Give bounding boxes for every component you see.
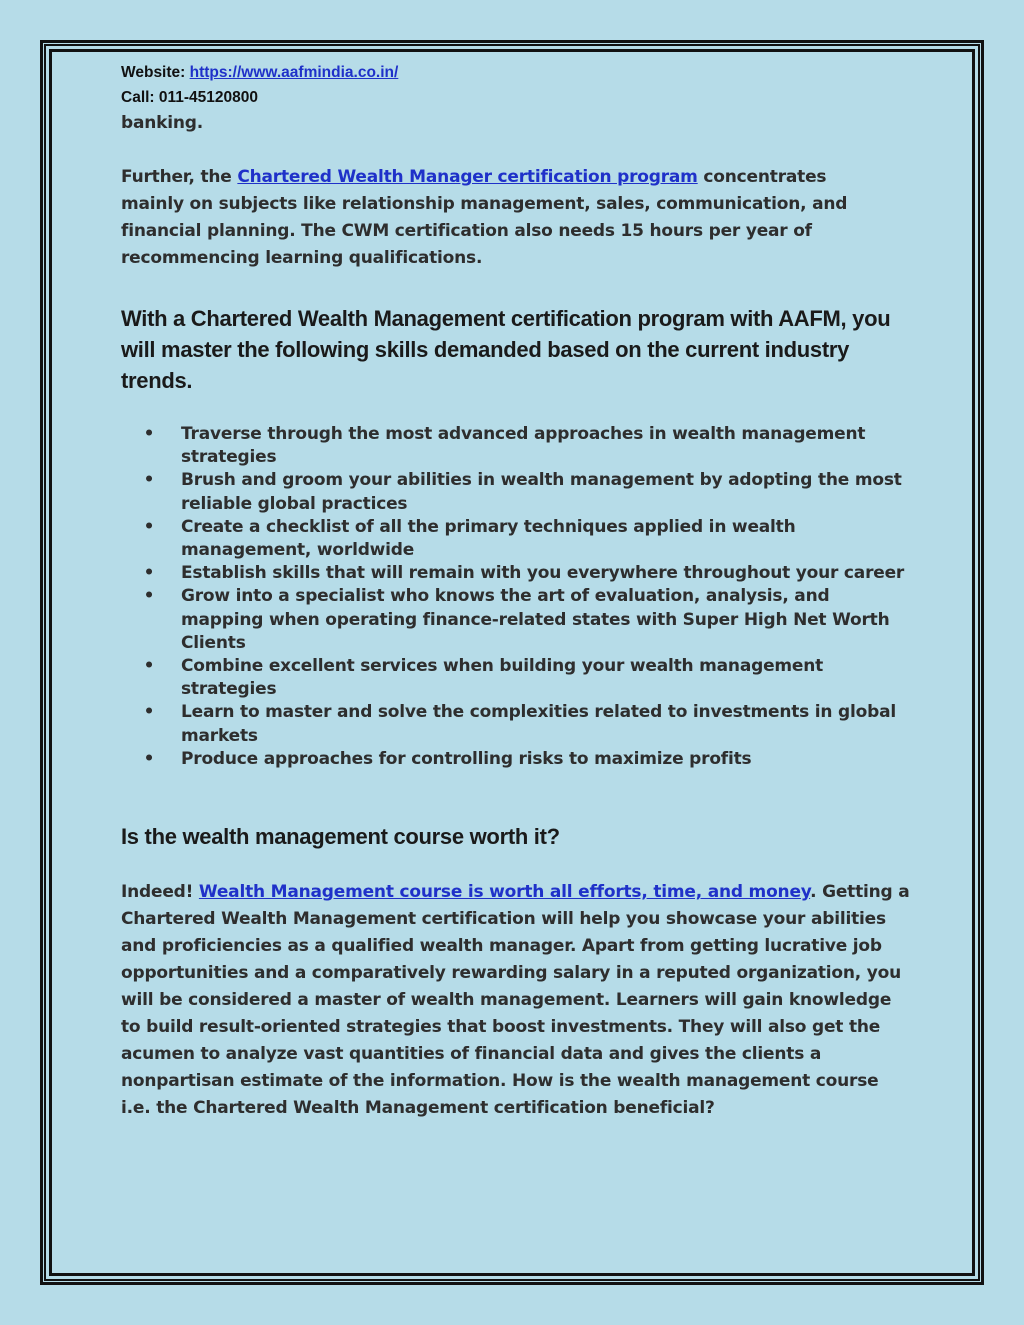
list-item-text: Create a checklist of all the primary techniques applied in wealth management, worldwide: [181, 516, 796, 561]
document-content: [121, 60, 911, 1122]
list-item-text: Learn to master and solve the complexities related to investments in global markets: [181, 702, 896, 746]
list-item: [121, 585, 911, 655]
worth-text-end: . Getting a Chartered Wealth Management certification will help you showcase your abilities and proficiencies as a qualified wealth manager. Apart from getting lucrative job opportunities and a comparatively rewarding salary in a reputed organization, you will be considered a master of wealth management. Learners will gain knowledge to build result-oriented strategies that boost investments. They will also get the acumen to analyze vast quantities of financial data and gives the clients a nonpartisan estimate of the information. How is the wealth management course i.e. the Chartered Wealth Management certification beneficial?: [121, 882, 910, 1119]
list-item: [121, 562, 911, 585]
skills-heading: With a Chartered Wealth Management certification program with AAFM, you will master the following skills demanded based on the current industry trends.: [121, 306, 891, 393]
worth-course-link[interactable]: Wealth Management course is worth all efforts, time, and money: [198, 882, 811, 903]
list-item: [121, 748, 911, 771]
list-item-text: Brush and groom your abilities in wealth management by adopting the most reliable global practices: [181, 470, 902, 514]
website-link[interactable]: https://www.aafmindia.co.in/: [189, 64, 399, 81]
worth-text-start: Indeed!: [121, 882, 199, 903]
bullet-icon: •: [143, 586, 155, 607]
cwm-intro-text-end: concentrates mainly on subjects like relationship management, sales, communication, and financial planning. The CWM certification also needs 15 hours per year of recommencing learning qualifications.: [121, 167, 848, 268]
cwm-intro-text-start: Further, the: [121, 167, 238, 187]
website-line: [121, 60, 911, 85]
list-item: [121, 655, 911, 701]
bullet-icon: •: [143, 516, 155, 537]
list-item-text: Combine excellent services when building your wealth management strategies: [181, 656, 824, 700]
list-item: [121, 469, 911, 515]
skills-list: [121, 423, 911, 771]
call-line: Call: 011-45120800: [121, 89, 259, 106]
list-item-text: Grow into a specialist who knows the art of evaluation, analysis, and mapping when operating finance-related states with Super High Net Worth Clients: [181, 586, 890, 653]
bullet-icon: •: [143, 748, 155, 769]
cwm-intro-paragraph: [121, 164, 891, 272]
worth-heading: Is the wealth management course worth it?: [121, 824, 560, 850]
bullet-icon: •: [143, 424, 155, 444]
list-item: [121, 701, 911, 747]
list-item: [121, 516, 911, 562]
bullet-icon: •: [143, 563, 155, 584]
website-label: Website:: [121, 64, 190, 81]
worth-paragraph: [121, 879, 911, 1122]
list-item-text: Traverse through the most advanced approaches in wealth management strategies: [181, 424, 866, 468]
bullet-icon: •: [143, 470, 155, 491]
list-item: [121, 423, 911, 469]
text-fragment-banking: banking.: [121, 113, 204, 133]
bullet-icon: •: [143, 702, 155, 723]
list-item-text: Produce approaches for controlling risks to maximize profits: [181, 748, 752, 769]
list-item-text: Establish skills that will remain with you everywhere throughout your career: [181, 563, 905, 584]
cwm-program-link[interactable]: Chartered Wealth Manager certification program: [237, 167, 698, 187]
bullet-icon: •: [143, 656, 155, 677]
